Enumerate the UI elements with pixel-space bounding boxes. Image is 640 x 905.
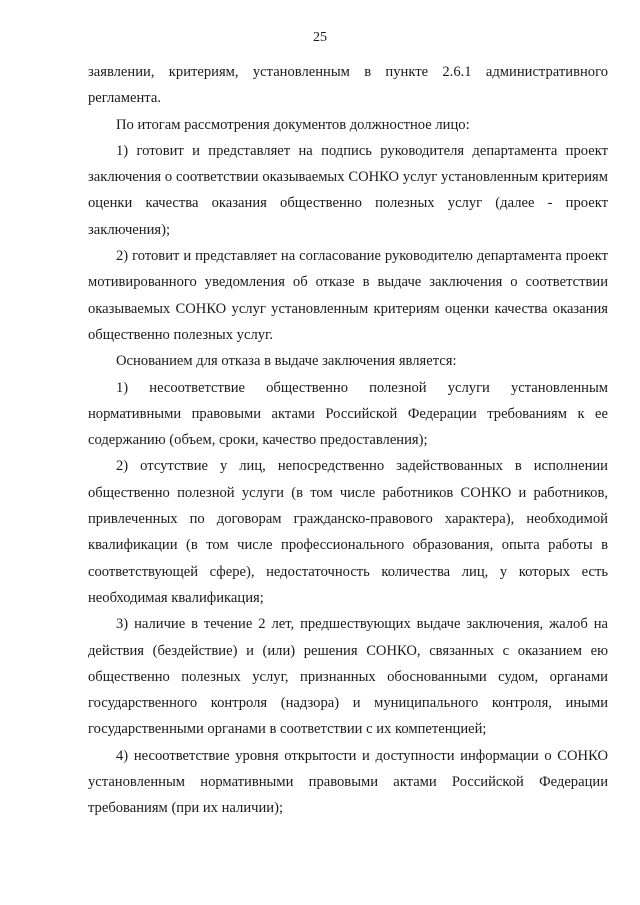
list-item: 2) готовит и представляет на согласование руководителю департамента проект мотивированного уведомления об отказе в выдаче заключения о соответствии оказываемых СОНКО услуг установленным критериям оценки качества оказания общественно полезных услуг. xyxy=(88,248,608,343)
paragraph: По итогам рассмотрения документов должностное лицо: xyxy=(116,116,470,133)
list-item: 4) несоответствие уровня открытости и доступности информации о СОНКО установленным нормативными правовыми актами Российской Федерации требованиям (при их наличии); xyxy=(88,747,608,817)
list-item: 2) отсутствие у лиц, непосредственно задействованных в исполнении общественно полезной услуги (в том числе работников СОНКО и работников, привлеченных по договорам гражданско-правового характера), необходимой квалификации (в том числе профессионального образования, опыта работы в соответствующей сфере), недостаточность количества лиц, у которых есть необходимая квалификация; xyxy=(88,458,608,606)
paragraph: Основанием для отказа в выдаче заключения является: xyxy=(116,353,457,370)
list-item: 3) наличие в течение 2 лет, предшествующих выдаче заключения, жалоб на действия (бездействие) и (или) решения СОНКО, связанных с оказанием ею общественно полезных услуг, признанных обоснованными судом, органами государственного контроля (надзора) и муниципального контроля, иными государственными органами в соответствии с их компетенцией; xyxy=(88,616,608,738)
page-number: 25 xyxy=(313,30,327,45)
list-item: 1) готовит и представляет на подпись руководителя департамента проект заключения о соответствии оказываемых СОНКО услуг установленным критериям оценки качества оказания общественно полезных услуг (далее - проект заключения); xyxy=(88,142,608,238)
paragraph: заявлении, критериям, установленным в пункте 2.6.1 административного регламента. xyxy=(88,64,608,107)
document-body xyxy=(88,59,608,822)
list-item: 1) несоответствие общественно полезной услуги установленным нормативными правовыми актами Российской Федерации требованиям к ее содержанию (объем, сроки, качество предоставления); xyxy=(88,379,608,449)
